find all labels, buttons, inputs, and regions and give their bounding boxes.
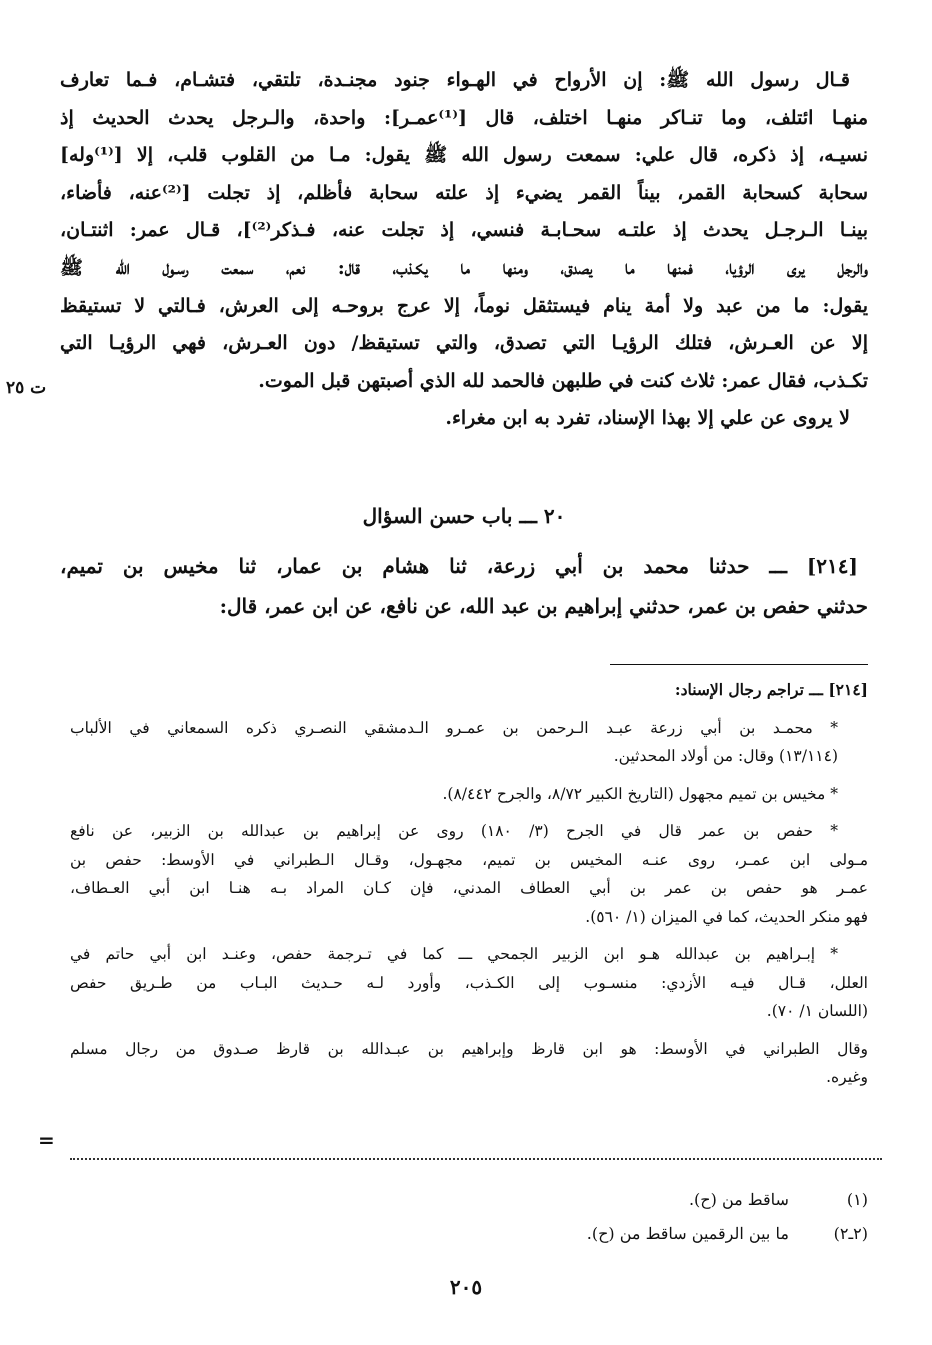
section-title: ٢٠ ـــ باب حسن السؤال	[362, 504, 566, 528]
commentary	[70, 676, 868, 1101]
commentary-line: (اللسان ١/ ٧٠).	[766, 1002, 868, 1020]
commentary-line: مـولى ابن عمـر، روى عنـه المخيس بن تميم، مجهـول، وقـال الـطبراني في الأوسط: حفص بن	[70, 850, 868, 869]
commentary-entry	[70, 714, 868, 771]
main-line: يقول: ما من عبد ولا أمة ينام فيستثقل نوماً، إلا عرج بروحـه إلى العرش، فـالتي لا تستيقظ	[60, 294, 868, 317]
main-line: والرجل يرى الرؤيا، فمنها ما يصدق، ومنها ما يكـذب، قال: نعم، سمعت رسـول الله ﷺ	[60, 256, 868, 279]
commentary-entry	[70, 1035, 868, 1092]
footnote-separator	[610, 664, 868, 665]
main-line: سحابة كسحابة القمر، بيناً القمر يضيء إذ علته سحابة فأظلم، إذ تجلت [⁽²⁾عنه، فأضاء،	[60, 181, 868, 204]
commentary-line: * إبـراهيم بن عبدالله هـو ابن الزبير الجمحي ـــ كما في تـرجمة حفص، وعنـد ابن أبي حاتم في	[70, 945, 838, 963]
commentary-line: * مخيس بن تميم مجهول (التاريخ الكبير ٨/٧٢، والجرح ٨/٤٤٢).	[442, 784, 838, 803]
narration-note: لا يروى عن علي إلا بهذا الإسناد، تفرد به ابن مغراء.	[445, 407, 850, 430]
main-line: قـال رسول الله ﷺ: إن الأرواح في الهـواء جنود مجنـدة، تلتقي، فتشـام، فـما تعارف	[60, 69, 850, 91]
main-line: تكـذب، فقال عمر: ثلاث كنت في طلبهن فالحمد لله الذي أصبتهن قبل الموت.	[258, 369, 868, 392]
commentary-entry	[70, 817, 868, 931]
commentary-heading	[70, 676, 868, 705]
hadith-line: حدثني حفص بن عمر، حدثني إبراهيم بن عبد الله، عن نافع، عن ابن عمر، قال:	[219, 594, 868, 618]
margin-note: ت ٢٥	[6, 378, 47, 398]
footnote-dotted-separator	[70, 1158, 882, 1160]
commentary-line: (١٣/١١٤) وقال: من أولاد المحدثين.	[613, 747, 838, 765]
commentary-line: العلل، قـال فيـه الأزدي: منسـوب إلى الكـذب، وأورد لـه حـديث البـاب من طـريق حفص	[70, 973, 868, 992]
hadith-text	[60, 546, 868, 626]
main-line: بينـا الـرجـل يحدث إذ علتـه سحـابـة فنسي، إذ تجلت عنه، فـذكر⁽²⁾]، قـال عمر: اثنتـان،	[60, 219, 868, 242]
main-line: نسيـه، إذ ذكره، قال علي: سمعت رسول الله ﷺ يقول: مـا من القلوب قلب، إلا [⁽¹⁾وله]	[60, 144, 868, 167]
hadith-line: [٢١٤] ـــ حدثنا محمد بن أبي زرعة، ثنا هشام بن عمار، ثنا مخيس بن تميم،	[60, 554, 858, 578]
commentary-heading-text: [٢١٤] ـــ تراجم رجال الإسناد:	[674, 680, 868, 699]
main-line: إلا عن العـرش، فتلك الرؤيـا التي تصدق، والتي تستيقظ/ دون العـرش، فهي الرؤيـا التي	[60, 332, 868, 355]
commentary-entry	[70, 780, 868, 809]
commentary-line: * محمـد بن أبي زرعة عبـد الـرحمن بن عمـرو الـدمشقي النصـري ذكره السمعاني في الألباب	[70, 718, 838, 737]
main-text	[60, 62, 868, 438]
footnote	[689, 1190, 868, 1209]
footnote	[587, 1224, 868, 1243]
page-number: ٢٠٥	[449, 1275, 483, 1299]
main-line: منهـا ائتلف، وما تنـاكر منهـا اختلف، قال [⁽¹⁾عمـر]: واحدة، والـرجل يحدث الحديث إذ	[60, 106, 868, 129]
continuation-mark: =	[38, 1128, 55, 1152]
commentary-line: وقال الطبراني في الأوسط: هو ابن قارظ وإبراهيم بن عبـدالله بن قارظ صـدوق من رجال مسلم	[70, 1039, 868, 1058]
footnote-number: (١)	[846, 1190, 868, 1209]
footnote-text: ساقط من (ح).	[688, 1190, 789, 1209]
footnote-text: ما بين الرقمين ساقط من (ح).	[586, 1224, 789, 1243]
footnote-number: (٢ـ٢)	[833, 1224, 868, 1243]
commentary-line: * حفص بن عمر قال في الجرح (٣/ ١٨٠) روى عن إبراهيم بن عبدالله بن الزبير، عن نافع	[70, 822, 838, 840]
commentary-entry	[70, 940, 868, 1026]
commentary-line: فهو منكر الحديث، كما في الميزان (١/ ٥٦٠).	[585, 907, 868, 926]
commentary-line: عمـر هو حفص بن عمر بن أبي العطاف المدني، فإن كـان المراد بـه هنـا ابن أبي العـطاف،	[70, 879, 868, 897]
commentary-line: وغيره.	[826, 1068, 868, 1086]
